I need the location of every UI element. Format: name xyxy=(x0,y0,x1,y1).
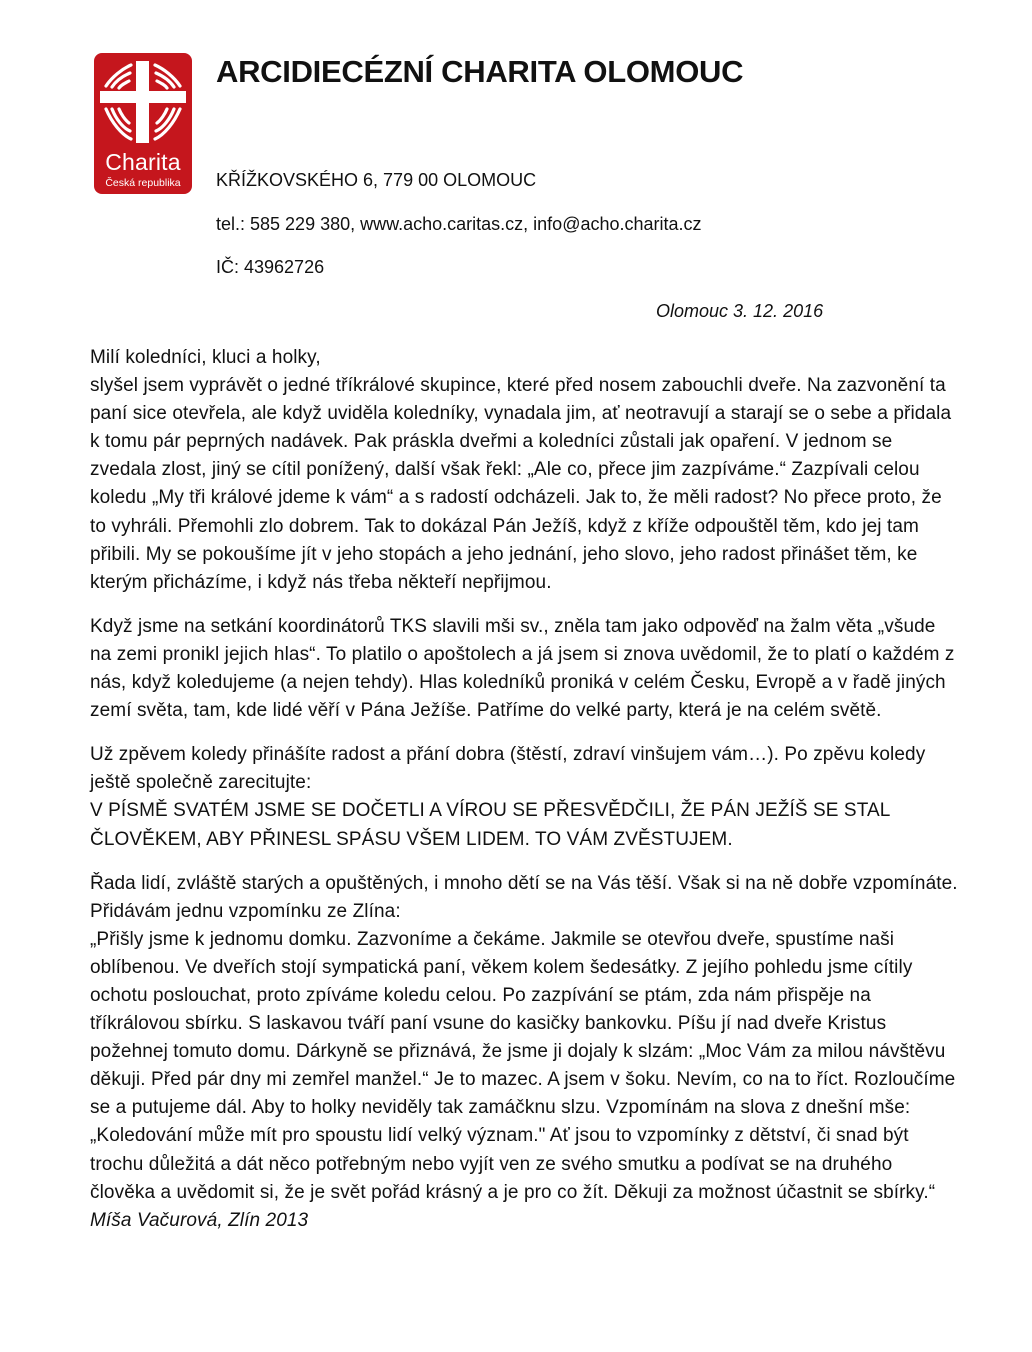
letter-date: Olomouc 3. 12. 2016 xyxy=(656,301,824,321)
quote-paragraph: „Přišly jsme k jednomu domku. Zazvoníme a čekáme. Jakmile se otevřou dveře, spustíme naši oblíbenou. Ve dveřích stojí sympatická paní, věkem kolem šedesátky. Z jejího pohledu jsme cítily ochotu poslouchat, proto zpíváme koledu celou. Po zazpívání se ptám, zda nám přispěje na tříkrálovou sbírku. S laskavou tváří paní vsune do kasičky bankovku. Píšu jí nad dveře Kristus požehnej tomuto domu. Dárkyně se přiznává, že jsme ji dojaly k slzám: „Moc Vám za milou návštěvu děkuji. Před pár dny mi zemřel manžel.“ Je to mazec. A jsem v šoku. Nevím, co na to říct. Rozloučíme se a putujeme dál. Aby to holky neviděly tak zamáčknu slzu. Vzpomínám na slova z dnešní mše: „Koledování může mít pro spoustu lidí velký význam." Ať jsou to vzpomínky z dětství, či snad být trochu důležitá a dát něco potřebným nebo vyjít ven ze svého smutku a podívat se na druhého člověka a uvědomit si, že je svět pořád krásný a je pro co žít. Děkuji za možnost účastnit se sbírky.“ xyxy=(90,928,956,1203)
address-line: KŘÍŽKOVSKÉHO 6, 779 00 OLOMOUC xyxy=(216,170,537,190)
logo-subtitle: Česká republika xyxy=(105,177,181,189)
paragraph-4: Řada lidí, zvláště starých a opuštěných, i mnoho dětí se na Vás těší. Však si na ně dobře vzpomínáte. Přidávám jednu vzpomínku ze Zlína: xyxy=(90,872,958,922)
signature: Míša Vačurová, Zlín 2013 xyxy=(90,1209,309,1231)
paragraph-1: slyšel jsem vyprávět o jedné tříkrálové skupince, které před nosem zabouchli dveře. Na zazvonění ta paní sice otevřela, ale když uviděla koledníky, vynadala jim, ať neotravují a starají se o sebe a přidala k tomu pár peprných nadávek. Pak práskla dveřmi a koledníci zůstali jak opaření. V jednom se zvedala zlost, jiný se cítil ponížený, další však řekl: „Ale co, přece jim zazpíváme.“ Zazpívali celou koledu „My tři králové jdeme k vám“ a s radostí odcházeli. Jak to, že měli radost? No přece proto, že to vyhráli. Přemohli zlo dobrem. Tak to dokázal Pán Ježíš, když z kříže odpouštěl těm, kdo jej tam přibili. My se pokoušíme jít v jeho stopách a jeho jednání, jeho slovo, jeho radost přinášet těm, ke kterým přicházíme, i když nás třeba někteří nepřijmou. xyxy=(90,375,952,593)
paragraph-2: Když jsme na setkání koordinátorů TKS slavili mši sv., zněla tam jako odpověď na žalm věta „všude na zemi pronikl jejich hlas“. To platilo o apoštolech a já jsem si znova uvědomil, že to platí o každém z nás, když koledujeme (a nejen tehdy). Hlas koledníků proniká v celém Česku, Evropě a v řadě jiných zemí světa, tam, kde lidé věří v Pána Ježíše. Patříme do velké party, která je na celém světě. xyxy=(90,615,955,722)
company-id-line: IČ: 43962726 xyxy=(216,257,325,277)
contact-line: tel.: 585 229 380, www.acho.caritas.cz, info@acho.charita.cz xyxy=(216,214,702,234)
letter-body xyxy=(90,344,958,1235)
recitation-text: V PÍSMĚ SVATÉM JSME SE DOČETLI A VÍROU SE PŘESVĚDČILI, ŽE PÁN JEŽÍŠ SE STAL ČLOVĚKEM, ABY PŘINESL SPÁSU VŠEM LIDEM. TO VÁM ZVĚSTUJEM. xyxy=(90,800,890,850)
salutation: Milí koledníci, kluci a holky, xyxy=(90,347,321,368)
logo-name: Charita xyxy=(105,149,181,175)
charita-logo xyxy=(94,53,192,194)
organization-title: ARCIDIECÉZNÍ CHARITA OLOMOUC xyxy=(216,54,744,89)
paragraph-3: Už zpěvem koledy přinášíte radost a přání dobra (štěstí, zdraví vinšujem vám…). Po zpěvu koledy ještě společně zarecitujte: xyxy=(90,744,926,794)
